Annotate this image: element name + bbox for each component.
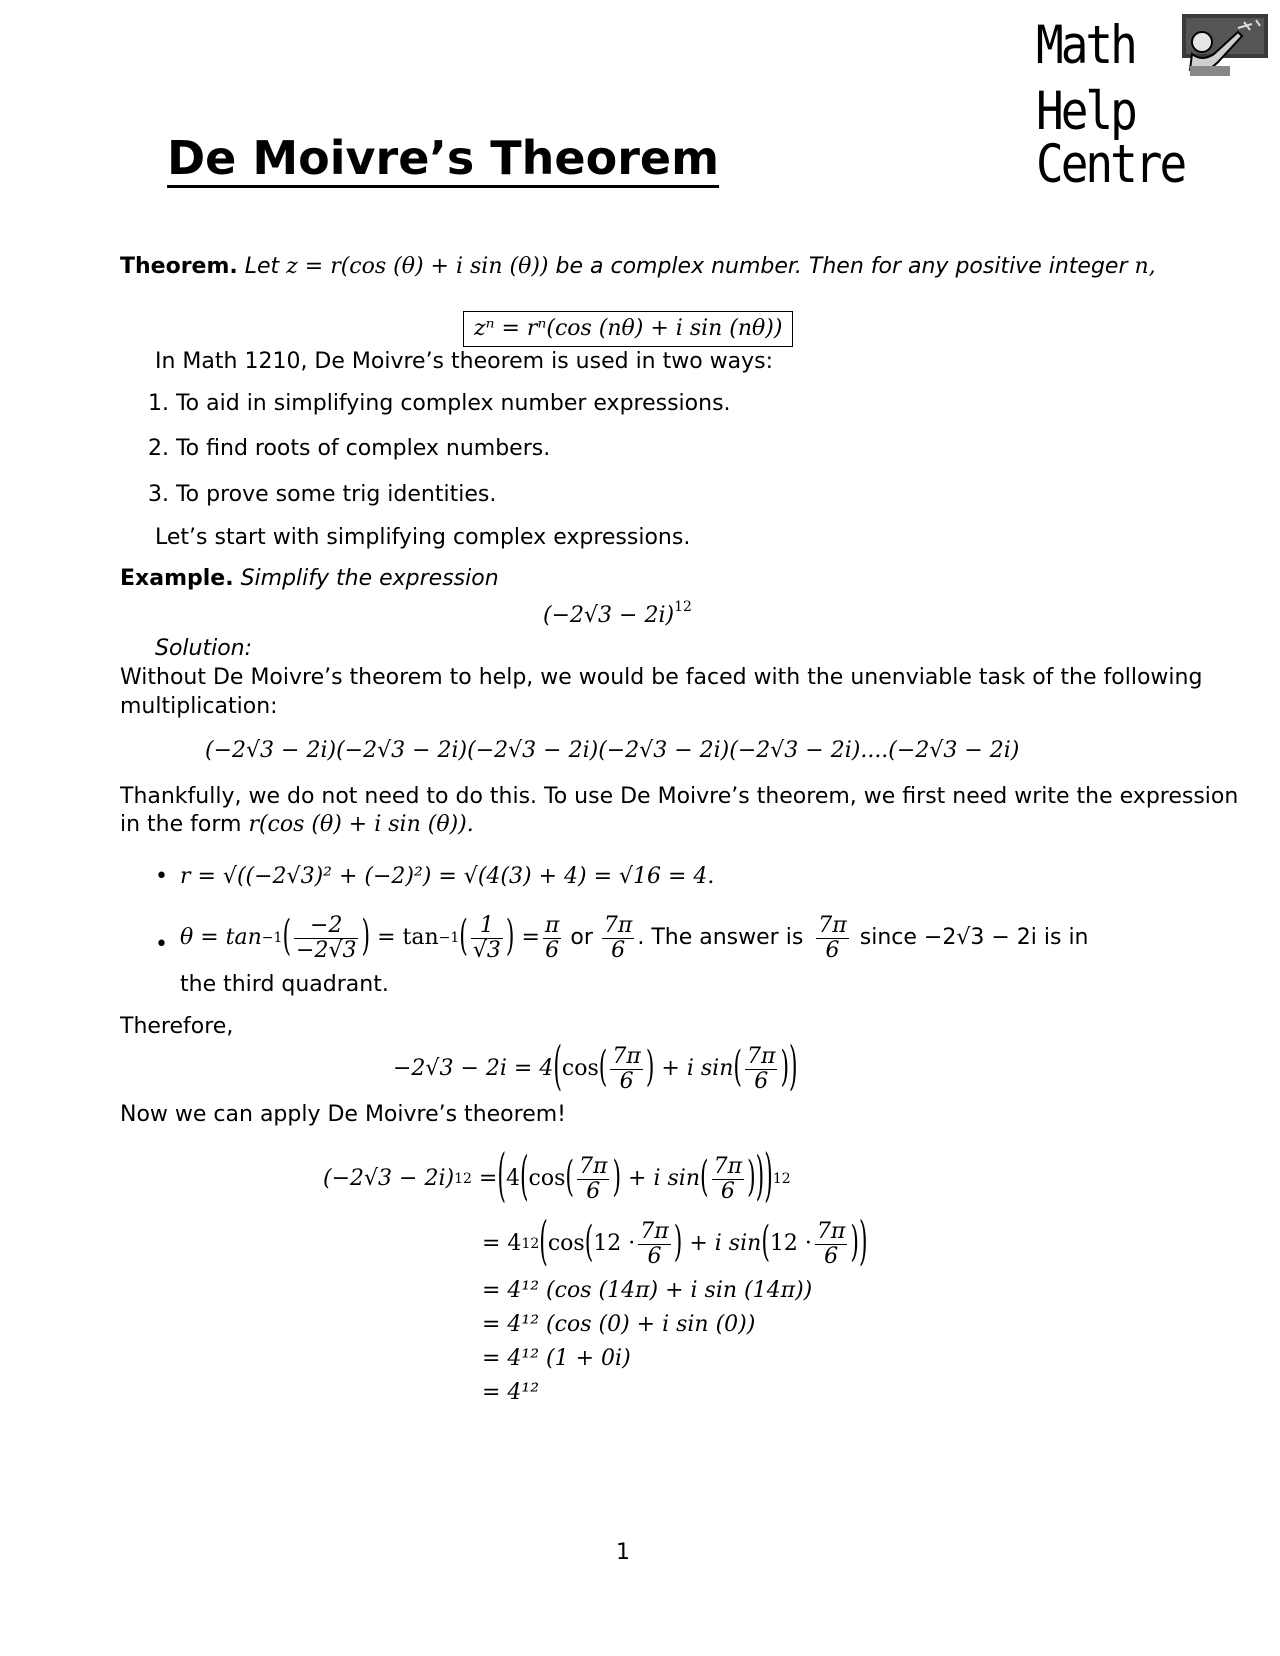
polar-lhs: −2√3 − 2i = 4 (393, 1056, 554, 1081)
theta-lhs: θ = tan (180, 925, 262, 950)
example-statement (120, 568, 499, 590)
theta-answer-frac: $\frac{7\pi}{6}$ (818, 913, 847, 963)
solution-p2-text: in the form (120, 812, 242, 837)
theorem-text-a: Let (244, 254, 280, 279)
therefore-text: Therefore, (120, 1014, 234, 1039)
page-number: 1 (616, 1540, 630, 1565)
theta-7pi-6: $\frac{7\pi}{6}$ (603, 913, 633, 963)
logo-line-2: Help Centre (1036, 79, 1185, 195)
theorem-n: n, (1134, 254, 1156, 279)
derivation-line-1: (−2√3 − 2i) 12 = ( 4 ( cos ( $\frac{7\pi}{6}$ ) + i sin ( $\frac{7\pi}{6}$ ) ) ) 12 (323, 1145, 791, 1211)
derivation-line-5: = 4¹² (1 + 0i) (482, 1346, 631, 1371)
bullet-r: • (155, 864, 168, 889)
theorem-statement (120, 256, 1156, 278)
use-item-3: 3. To prove some trig identities. (148, 482, 497, 507)
theta-answer-text: . The answer is (637, 925, 804, 950)
bullet-theta: • (155, 932, 168, 957)
theta-frac-1: $\frac{-2}{-2√3}$ (296, 913, 357, 963)
solution-p1-line2: multiplication: (120, 694, 278, 719)
page-title: De Moivre’s Theorem (167, 135, 719, 188)
polar-form: −2√3 − 2i = 4 ( cos ( $\frac{7\pi}{6}$ ) + i sin ( $\frac{7\pi}{6}$ ) ) (393, 1037, 798, 1098)
theta-line2: the third quadrant. (180, 972, 389, 997)
theta-frac-2: $\frac{1}{√3}$ (472, 913, 501, 963)
use-item-2: 2. To find roots of complex numbers. (148, 436, 551, 461)
theta-since: since −2√3 − 2i is in (859, 925, 1089, 950)
start-text: Let’s start with simplifying complex expressions. (155, 525, 691, 550)
solution-p2-form: r(cos (θ) + i sin (θ)). (248, 812, 474, 837)
math-help-centre-logo (1036, 13, 1272, 195)
apply-text: Now we can apply De Moivre’s theorem! (120, 1102, 566, 1127)
logo-line-1: Math (1036, 13, 1135, 76)
derivation-line-4: = 4¹² (cos (0) + i sin (0)) (482, 1312, 756, 1337)
derivation-line-3: = 4¹² (cos (14π) + i sin (14π)) (482, 1278, 813, 1303)
solution-label: Solution: (155, 636, 253, 661)
example-label: Example. (120, 566, 234, 591)
theta-pi-6: $\frac{\pi}{6}$ (544, 913, 560, 963)
example-text: Simplify the expression (240, 566, 499, 591)
solution-p1-line1: Without De Moivre’s theorem to help, we would be faced with the unenviable task of the following (120, 665, 1203, 690)
example-expr-exponent: 12 (674, 599, 692, 615)
theta-computation: θ = tan −1 ( $\frac{-2}{-2√3}$ ) = tan −1 ( $\frac{1}{√3}$ ) = $\frac{\pi}{6}$ or $\frac{7\pi}{6}$ . The answer is $\frac{7\pi}{6}$ since −2√3 − 2i is in (180, 913, 1089, 963)
solution-p2-line2 (120, 814, 474, 836)
solution-p2-line1: Thankfully, we do not need to do this. To use De Moivre’s theorem, we first need write the expression (120, 784, 1239, 809)
r-computation: r = √((−2√3)² + (−2)²) = √(4(3) + 4) = √16 = 4. (180, 864, 715, 889)
example-expr-base: (−2√3 − 2i) (543, 603, 675, 628)
derivation-line-2: = 4 12 ( cos ( 12 · $\frac{7\pi}{6}$ ) + i sin ( 12 · $\frac{7\pi}{6}$ ) ) (482, 1212, 868, 1273)
use-item-1: 1. To aid in simplifying complex number expressions. (148, 391, 731, 416)
derivation-line-6: = 4¹² (482, 1380, 540, 1405)
teacher-icon (1180, 14, 1270, 78)
intro-text: In Math 1210, De Moivre’s theorem is used in two ways: (155, 349, 774, 374)
example-expression (543, 600, 692, 627)
theorem-label: Theorem. (120, 254, 238, 279)
theorem-z-def: z = r(cos (θ) + i sin (θ)) (286, 254, 549, 279)
theorem-text-b: be a complex number. Then for any positive integer (555, 254, 1128, 279)
product-expression: (−2√3 − 2i)(−2√3 − 2i)(−2√3 − 2i)(−2√3 − 2i)(−2√3 − 2i)....(−2√3 − 2i) (205, 738, 1020, 763)
theorem-formula-box: zⁿ = rⁿ(cos (nθ) + i sin (nθ)) (463, 311, 793, 347)
theta-or: or (570, 925, 593, 950)
